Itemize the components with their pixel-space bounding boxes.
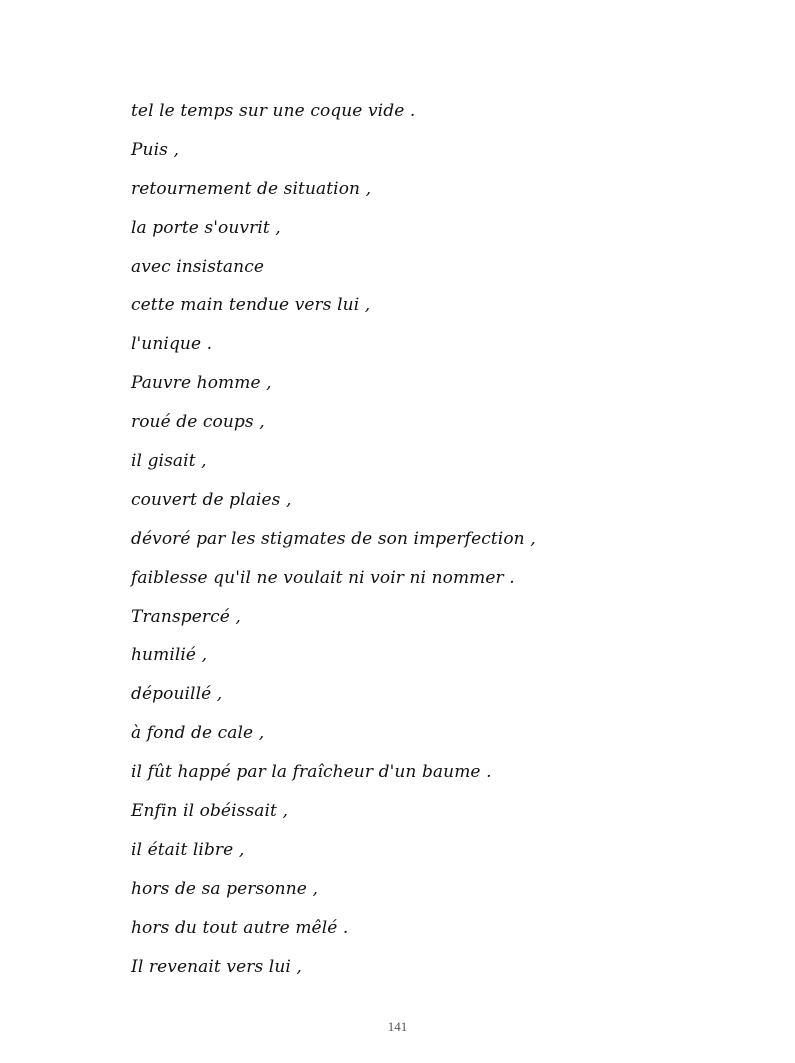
page-number: 141 <box>387 1019 408 1034</box>
poem-body <box>131 101 536 995</box>
poem-line: dépouillé , <box>131 684 223 705</box>
poem-line: avec insistance <box>131 256 264 277</box>
poem-line: Pauvre homme , <box>131 373 272 394</box>
poem-line: hors du tout autre mêlé . <box>131 917 349 938</box>
poem-line: hors de sa personne , <box>131 878 318 899</box>
poem-line: à fond de cale , <box>131 723 265 744</box>
poem-line: humilié , <box>131 645 208 666</box>
poem-line: il gisait , <box>131 451 207 472</box>
poem-line: cette main tendue vers lui , <box>131 295 371 316</box>
poem-line: dévoré par les stigmates de son imperfection , <box>131 528 536 549</box>
poem-line: il fût happé par la fraîcheur d'un baume . <box>131 762 492 783</box>
poem-line: tel le temps sur une coque vide . <box>131 101 416 121</box>
poem-line: Il revenait vers lui , <box>131 956 302 977</box>
poem-line: couvert de plaies , <box>131 489 292 510</box>
poem-line: faiblesse qu'il ne voulait ni voir ni nommer . <box>131 567 515 588</box>
poem-line: Puis , <box>131 139 179 160</box>
poem-line: retournement de situation , <box>131 178 372 199</box>
poem-line: roué de coups , <box>131 412 265 433</box>
poem-line: il était libre , <box>131 839 245 860</box>
poem-line: l'unique . <box>131 334 213 355</box>
poem-line: Transpercé , <box>131 606 241 627</box>
poem-line: la porte s'ouvrit , <box>131 217 281 238</box>
poem-line: Enfin il obéissait , <box>131 801 288 822</box>
